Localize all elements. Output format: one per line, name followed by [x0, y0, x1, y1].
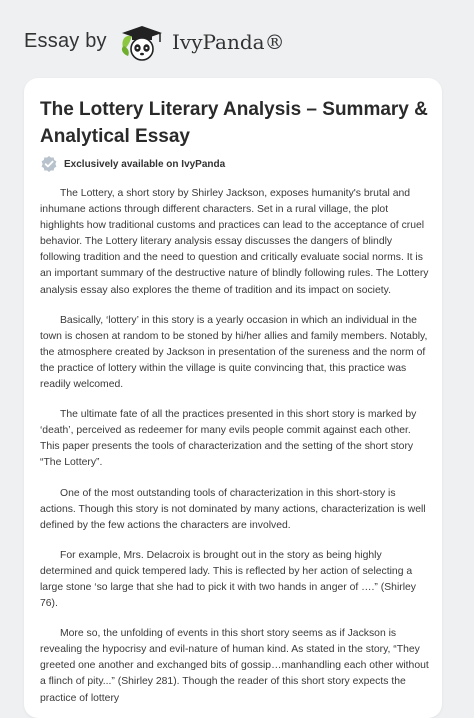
exclusive-badge [40, 154, 225, 174]
exclusive-badge-text: Exclusively available on IvyPanda [64, 158, 226, 170]
paragraph: Basically, ‘lottery’ in this story is a yearly occasion in which an individual in the town is chosen at random to be stoned by hi/her allies and family members. Notably, the atmosphere created by Jackson in presentation of the sureness and the norm of the practice of lottery within the village is quite convincing that, this practice was readily welcomed. [40, 314, 428, 391]
check-badge-icon [40, 155, 58, 173]
essay-by-label: Essay by [24, 30, 107, 52]
essay-body [40, 186, 430, 718]
site-header [0, 0, 474, 78]
panda-graduate-icon[interactable] [118, 22, 168, 64]
paragraph: For example, Mrs. Delacroix is brought out in the story as being highly determined and quick tempered lady. This is reflected by her action of selecting a large stone ‘so large that she had to pick it with two hands in anger of ….” (Shirley 76). [40, 549, 416, 610]
brand-name[interactable]: IvyPanda® [172, 30, 285, 54]
page-title: The Lottery Literary Analysis – Summary & Analytical Essay [40, 99, 428, 147]
paragraph: One of the most outstanding tools of characterization in this short-story is actions. Though this story is not dominated by many actions, characterization is well defined by the few actions the characters are involved. [40, 487, 426, 531]
paragraph: The Lottery, a short story by Shirley Jackson, exposes humanity's brutal and inhumane actions through different characters. Set in a rural village, the plot highlights how traditional customs and practices can lead to the acceptance of cruel behavior. The Lottery literary analysis essay discusses the dangers of blindly following tradition and the need to question and critically evaluate social norms. It is an important summary of the destructive nature of blindly following rules. The Lottery analysis essay also explores the theme of tradition and its impact on society. [40, 188, 429, 296]
essay-card [24, 78, 442, 718]
paragraph: More so, the unfolding of events in this short story seems as if Jackson is revealing the hypocrisy and evil-nature of human kind. As stated in the story, “They greeted one another and exchanged bits of gossip…manhandling each other without a flinch of pity...” (Shirley 281). Though the reader of this short story expects the practice of lottery [40, 628, 429, 704]
paragraph: The ultimate fate of all the practices presented in this short story is marked by ‘death’, perceived as redeemer for many evils people commit against each other. This paper presents the tools of characterization and the setting of the short story “The Lottery”. [40, 409, 417, 469]
